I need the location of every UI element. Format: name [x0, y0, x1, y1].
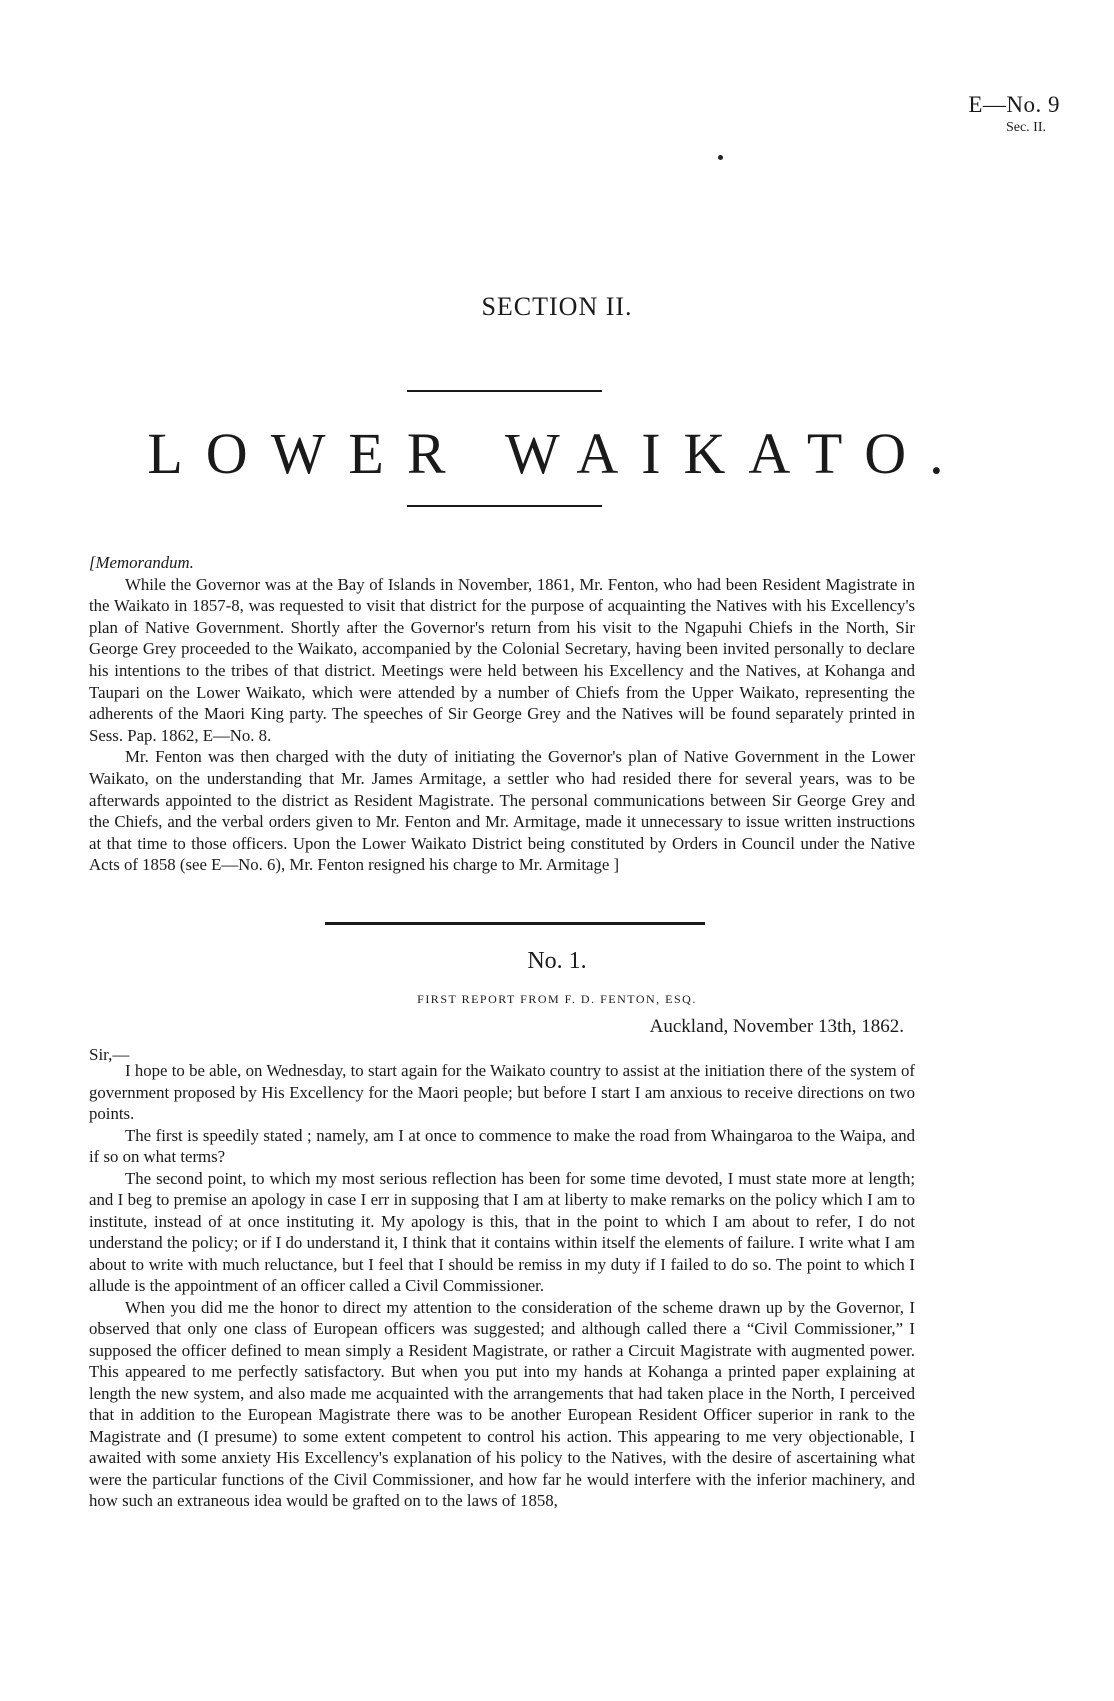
memorandum-divider	[325, 922, 705, 925]
salutation: Sir,—	[89, 1045, 130, 1064]
memorandum-paragraph: Mr. Fenton was then charged with the duty of initiating the Governor's plan of Native Government in the Lower Waikato, on the understanding that Mr. James Armitage, a settler who had resided there for several years, was to be afterwards appointed to the district as Resident Magistrate. The personal communications between Sir George Grey and the Chiefs, and the verbal orders given to Mr. Fenton and Mr. Armitage, made it unnecessary to issue written instructions at that time to those officers. Upon the Lower Waikato District being constituted by Orders in Council under the Native Acts of 1858 (see E—No. 6), Mr. Fenton resigned his charge to Mr. Armitage ]	[89, 747, 915, 875]
section-reference: Sec. II.	[1005, 120, 1046, 135]
page-title: LOWER WAIKATO.	[147, 421, 967, 486]
divider-top	[407, 390, 602, 392]
letter-body	[89, 1060, 915, 1512]
memorandum-label: [Memorandum.	[89, 553, 194, 572]
page-reference	[968, 92, 1060, 136]
letter-paragraph: The second point, to which my most serious reflection has been for some time devoted, I must state more at length; and I beg to premise an apology in case I err in supposing that I am at liberty to make remarks on the policy which I am to institute, instead of at once instituting it. My apology is this, that in the point to which I am about to refer, I do not understand the policy; or if I do understand it, I think that it contains within itself the elements of failure. I write what I am about to write with much reluctance, but I feel that I should be remiss in my duty if I failed to do so. The point to which I allude is the appointment of an officer called a Civil Commissioner.	[89, 1168, 915, 1295]
memorandum-block	[89, 552, 915, 876]
reference-number: E—No. 9	[968, 92, 1060, 117]
letter-paragraph: The first is speedily stated ; namely, am I at once to commence to make the road from Whaingaroa to the Waipa, and if so on what terms?	[89, 1125, 915, 1166]
place-date: Auckland, November 13th, 1862.	[649, 1016, 904, 1037]
ink-dot	[718, 155, 723, 160]
letter-paragraph: I hope to be able, on Wednesday, to start again for the Waikato country to assist at the initiation there of the system of government proposed by His Excellency for the Maori people; but before I start I am anxious to receive directions on two points.	[89, 1061, 915, 1123]
report-title: FIRST REPORT FROM F. D. FENTON, ESQ.	[417, 992, 697, 1006]
letter-paragraph: When you did me the honor to direct my attention to the consideration of the scheme drawn up by the Governor, I observed that only one class of European officers was suggested; and although called there a “Civil Commissioner,” I supposed the officer defined to mean simply a Resident Magistrate, or rather a Circuit Magistrate with augmented power. This appeared to me perfectly satisfactory. But when you put into my hands at Kohanga a printed paper explaining at length the new system, and also made me acquainted with the arrangements that had taken place in the North, I perceived that in addition to the European Magistrate there was to be another European Resident Officer superior in rank to the Magistrate and (I presume) to some extent competent to control his action. This appearing to me very objectionable, I awaited with some anxiety His Excellency's explanation of his policy to the Natives, with the desire of ascertaining what were the particular functions of the Civil Commissioner, and how far he would interfere with the inferior machinery, and how such an extraneous idea would be grafted on to the laws of 1858,	[89, 1297, 915, 1510]
section-heading: SECTION II.	[481, 292, 633, 321]
memorandum-paragraph: While the Governor was at the Bay of Islands in November, 1861, Mr. Fenton, who had been Resident Magistrate in the Waikato in 1857-8, was requested to visit that district for the purpose of acquainting the Natives with his Excellency's plan of Native Government. Shortly after the Governor's return from his visit to the Ngapuhi Chiefs in the North, Sir George Grey proceeded to the Waikato, accompanied by the Colonial Secretary, having been invited personally to declare his intentions to the tribes of that district. Meetings were held between his Excellency and the Natives, at Kohanga and Taupari on the Lower Waikato, which were attended by a number of Chiefs from the Upper Waikato, representing the adherents of the Maori King party. The speeches of Sir George Grey and the Natives will be found separately printed in Sess. Pap. 1862, E—No. 8.	[89, 574, 915, 745]
document-number: No. 1.	[527, 948, 587, 974]
divider-bottom	[407, 505, 602, 507]
